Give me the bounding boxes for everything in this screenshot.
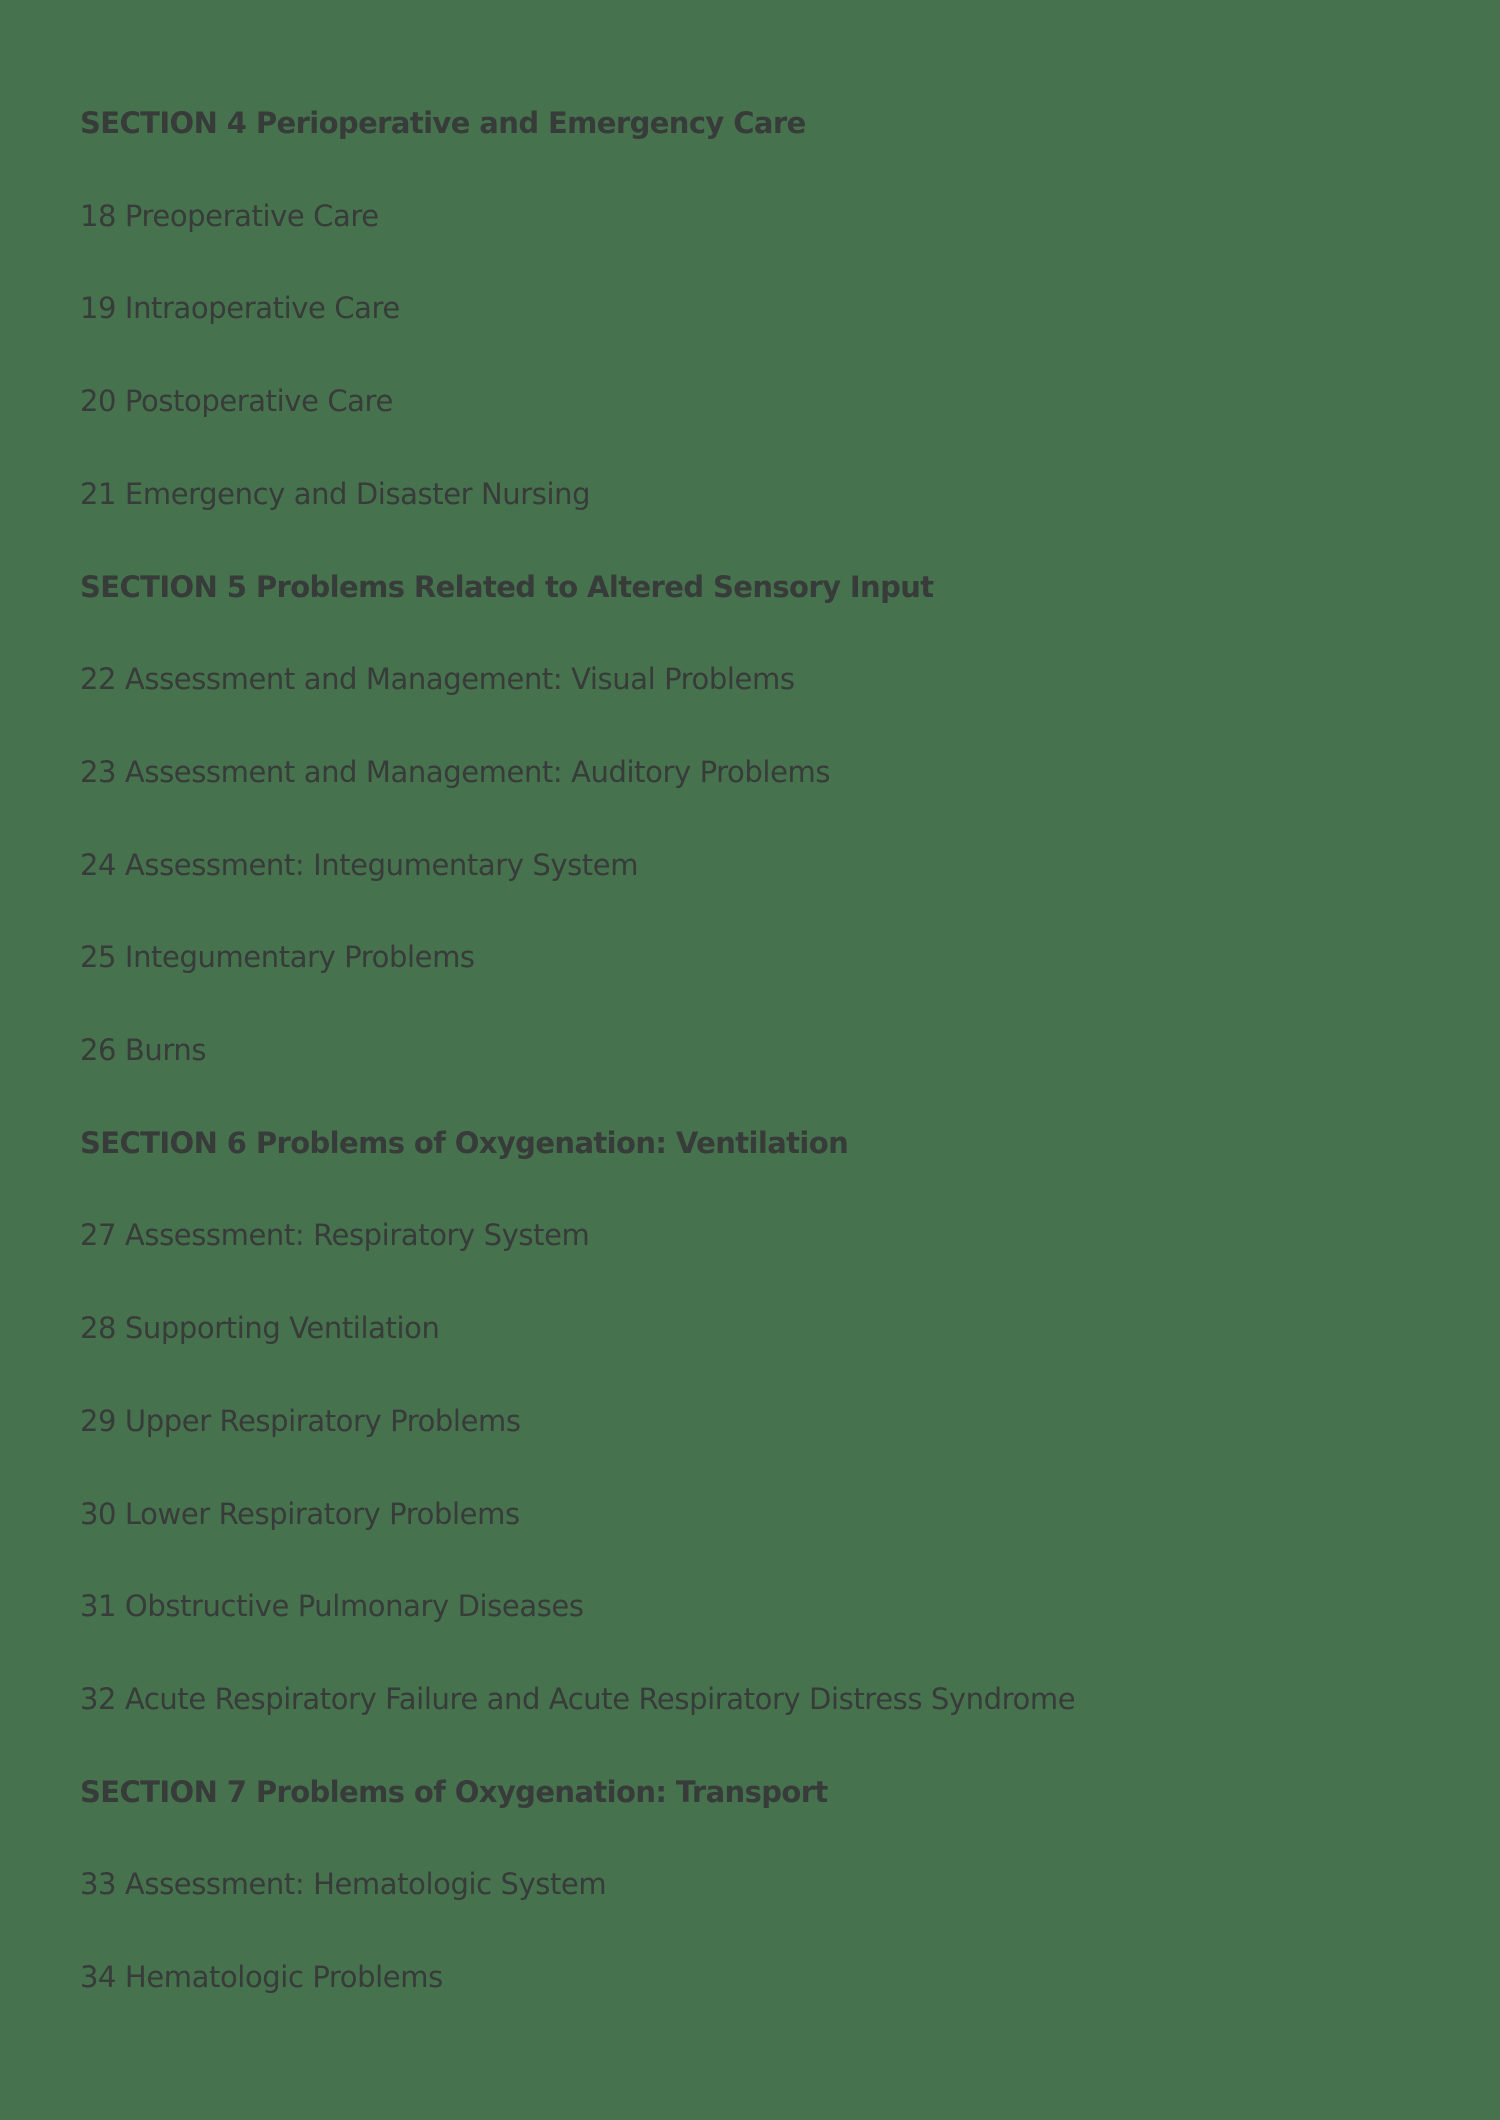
toc-section-heading: SECTION 4 Perioperative and Emergency Care bbox=[80, 106, 806, 140]
toc-chapter-item: 30 Lower Respiratory Problems bbox=[80, 1496, 520, 1531]
toc-chapter-item: 32 Acute Respiratory Failure and Acute Respiratory Distress Syndrome bbox=[80, 1681, 1076, 1716]
toc-section-heading: SECTION 7 Problems of Oxygenation: Transport bbox=[80, 1774, 828, 1809]
toc-chapter-item: 33 Assessment: Hematologic System bbox=[80, 1867, 607, 1902]
toc-chapter-item: 24 Assessment: Integumentary System bbox=[80, 847, 639, 882]
toc-chapter-item: 31 Obstructive Pulmonary Diseases bbox=[80, 1589, 584, 1624]
toc-section-heading: SECTION 5 Problems Related to Altered Sensory Input bbox=[80, 569, 934, 604]
toc-chapter-item: 27 Assessment: Respiratory System bbox=[80, 1218, 590, 1253]
toc-chapter-item: 25 Integumentary Problems bbox=[80, 940, 475, 975]
toc-chapter-item: 19 Intraoperative Care bbox=[80, 291, 400, 326]
toc-chapter-item: 28 Supporting Ventilation bbox=[80, 1311, 440, 1346]
toc-chapter-item: 23 Assessment and Management: Auditory Problems bbox=[80, 754, 831, 789]
toc-chapter-item: 29 Upper Respiratory Problems bbox=[80, 1403, 521, 1438]
toc-chapter-item: 20 Postoperative Care bbox=[80, 384, 393, 419]
toc-chapter-item: 22 Assessment and Management: Visual Problems bbox=[80, 662, 795, 697]
toc-chapter-item: 18 Preoperative Care bbox=[80, 198, 379, 233]
toc-chapter-item: 34 Hematologic Problems bbox=[80, 1960, 443, 1994]
toc-section-heading: SECTION 6 Problems of Oxygenation: Ventilation bbox=[80, 1125, 849, 1160]
toc-chapter-item: 21 Emergency and Disaster Nursing bbox=[80, 476, 591, 511]
toc-chapter-item: 26 Burns bbox=[80, 1033, 207, 1067]
